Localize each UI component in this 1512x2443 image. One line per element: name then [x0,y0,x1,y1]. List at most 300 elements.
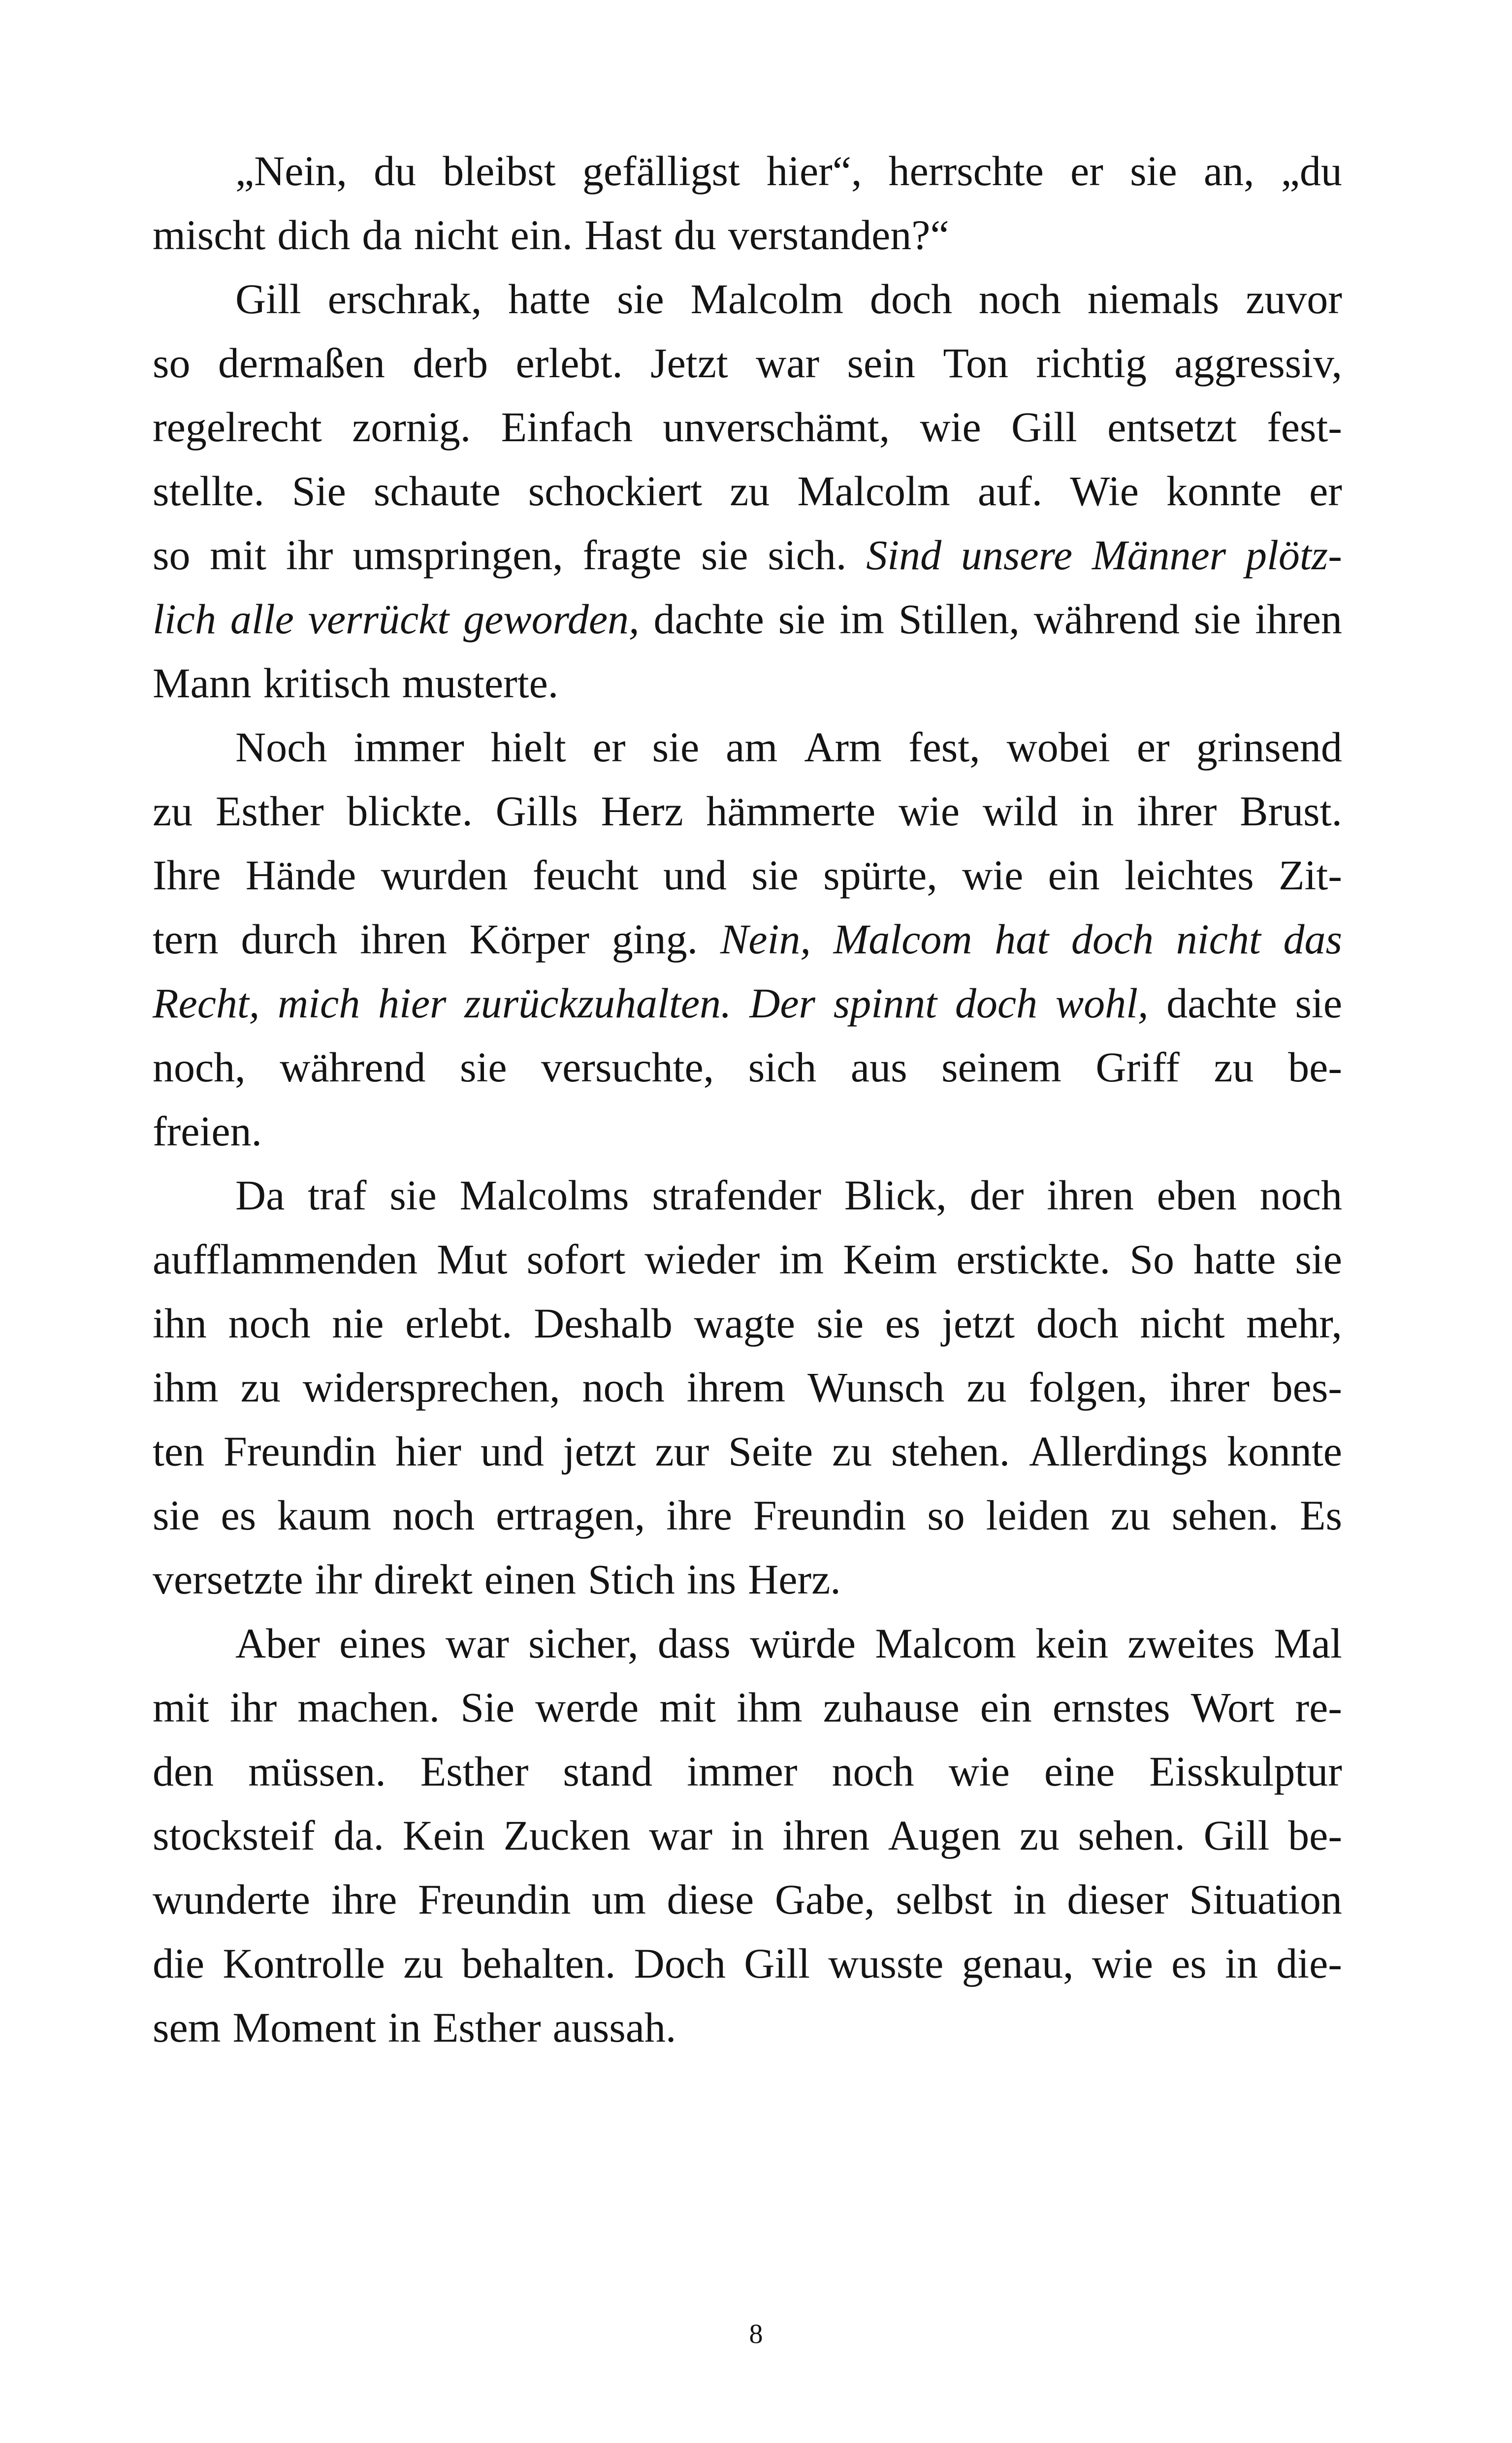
text-line [153,1163,1342,1227]
word: Blick, [844,1172,947,1219]
text-line [153,1995,1342,2059]
word: wild [982,787,1058,835]
italic-word: wohl, [1055,979,1149,1027]
word: sehen. [1171,1492,1279,1539]
word: wie [1092,1940,1153,1987]
word: ihren [782,1812,870,1859]
word: stand [563,1748,652,1795]
word: Augen [888,1812,1001,1859]
text-line [153,907,1342,971]
paragraph [153,139,1342,267]
text-line [153,139,1342,203]
word: Zucken [503,1812,631,1859]
text-line [153,843,1342,907]
word: Doch [634,1940,726,1987]
word: du [674,211,716,259]
italic-word: Männer [1092,531,1226,579]
text-line [153,331,1342,395]
word: Allerdings [1029,1428,1208,1475]
italic-word: Malcom [833,915,972,963]
word: folgen, [1029,1364,1148,1411]
text-line [153,523,1342,587]
word: Gill [1203,1812,1270,1859]
text-line [153,1099,1342,1163]
word: aufflammenden [153,1236,418,1283]
word: Ihre [153,851,221,899]
text-line [153,267,1342,331]
word: ernstes [1052,1684,1170,1731]
word: zur [655,1428,709,1475]
word: sie [751,851,799,899]
word: noch [832,1748,914,1795]
word: ins [686,1556,737,1603]
word: hier“, [767,147,862,195]
word: niemals [1087,275,1220,323]
word: Aber [235,1620,320,1667]
word: in [1225,1940,1258,1987]
paragraph [153,715,1342,1163]
word: Wie [1070,467,1139,515]
word: Esther [432,2004,541,2051]
word: hielt [490,723,566,771]
word: unverschämt, [663,403,890,451]
word: sehen. [1078,1812,1185,1859]
word: eines [339,1620,426,1667]
word: um [592,1876,646,1923]
word: sie [1130,147,1177,195]
word: in [1013,1876,1046,1923]
word: und [480,1428,544,1475]
italic-word: alle [230,595,294,643]
word: kritisch [263,659,390,707]
word: aggressiv, [1174,339,1342,387]
word: Es [1299,1492,1342,1539]
word: Gill [235,275,301,323]
italic-word: nicht [1176,915,1261,963]
word: sie [1295,979,1342,1027]
word: ihrer [1137,787,1217,835]
word: sie [701,531,748,579]
word: ein. [510,211,573,259]
word: die [153,1940,205,1987]
word: erstickte. [956,1236,1111,1283]
word: doch [1036,1300,1119,1347]
italic-word: Der [749,979,816,1027]
word: Mal [1274,1620,1342,1667]
word: genau, [962,1940,1074,1987]
word: zu [1110,1492,1151,1539]
italic-word: Nein, [720,915,811,963]
word: zuhause [823,1684,960,1731]
word: im [839,595,884,643]
word: sie [816,1300,864,1347]
word: aus [850,1043,907,1091]
italic-word: doch [955,979,1037,1027]
word: traf [308,1172,367,1219]
word: noch [392,1492,475,1539]
word: zu [1019,1812,1060,1859]
body-text [153,139,1342,2059]
word: diese [667,1876,754,1923]
word: Stillen, [898,595,1020,643]
word: war [756,339,820,387]
word: jetzt [563,1428,636,1475]
word: Freundin [418,1876,571,1923]
word: nie [332,1300,384,1347]
word: gefälligst [582,147,740,195]
word: blickte. [347,787,473,835]
word: machen. [297,1684,440,1731]
word: sie [617,275,664,323]
word: stellte. [153,467,264,515]
word: zu [730,467,770,515]
text-line [153,1931,1342,1995]
paragraph [153,1163,1342,1611]
text-line [153,459,1342,523]
word: hämmerte [706,787,876,835]
word: Jetzt [650,339,728,387]
word: zu [832,1428,872,1475]
word: musterte. [402,659,559,707]
word: sie [1193,595,1241,643]
word: grinsend [1196,723,1342,771]
italic-word: unsere [961,531,1073,579]
word: mit [210,531,266,579]
word: immer [686,1748,798,1795]
word: ihrer [1169,1364,1250,1411]
italic-word: mich [278,979,360,1027]
word: entsetzt [1107,403,1237,451]
word: ihrem [686,1364,786,1411]
word: Keim [843,1236,937,1283]
word: in [1081,787,1114,835]
word: Herz. [748,1556,841,1603]
word: zu [1214,1043,1254,1091]
word: Freundin [223,1428,377,1475]
word: konnte [1166,467,1282,515]
word: zu [153,787,193,835]
word: es [1171,1940,1207,1987]
word: dieser [1067,1876,1168,1923]
word: war [649,1812,713,1859]
italic-word: Sind [866,531,942,579]
word: Wort [1190,1684,1275,1731]
word: er [1309,467,1342,515]
word: Herz [601,787,683,835]
text-line [153,715,1342,779]
word: sie [1295,1236,1342,1283]
word: spürte, [823,851,937,899]
word: wobei [1006,723,1110,771]
word: mit [153,1684,209,1731]
word: ihre [331,1876,397,1923]
word: fragte [582,531,682,579]
text-line [153,1227,1342,1291]
text-line [153,1483,1342,1547]
word: jetzt [942,1300,1015,1347]
word: wieder [644,1236,760,1283]
text-line [153,1291,1342,1355]
word: Seite [728,1428,813,1475]
word: bleibst [443,147,556,195]
word: Moment [232,2004,376,2051]
text-line [153,651,1342,715]
word: Esther [215,787,324,835]
word: wusste [828,1940,944,1987]
word: Ton [943,339,1008,387]
italic-word: spinnt [833,979,937,1027]
word: Da [235,1172,285,1219]
word: verstanden?“ [728,211,949,259]
word: Arm [804,723,882,771]
word: eine [1044,1748,1115,1795]
word: stehen. [891,1428,1010,1475]
word: Gills [495,787,578,835]
word: zornig. [352,403,471,451]
word: so [153,531,191,579]
word: feucht [532,851,639,899]
word: Malcolm [690,275,843,323]
word: immer [354,723,464,771]
word: be- [1288,1043,1342,1091]
word: sie [389,1172,437,1219]
word: während [280,1043,426,1091]
text-line [153,203,1342,267]
word: aussah. [552,2004,676,2051]
word: behalten. [461,1940,616,1987]
text-line [153,971,1342,1035]
word: da. [333,1812,384,1859]
word: stocksteif [153,1812,315,1859]
word: be- [1288,1812,1342,1859]
word: versuchte, [541,1043,714,1091]
word: dachte [653,595,764,643]
word: Wunsch [807,1364,945,1411]
word: am [726,723,778,771]
italic-word: Recht, [153,979,260,1027]
word: sein [847,339,916,387]
text-line [153,1547,1342,1611]
word: mit [659,1684,716,1731]
word: noch [978,275,1061,323]
page-number: 8 [749,2319,763,2349]
paragraph [153,1611,1342,2059]
text-line [153,1739,1342,1803]
word: da [362,211,402,259]
paragraph [153,267,1342,715]
word: ihn [153,1300,207,1347]
word: hier [395,1428,461,1475]
word: müssen. [248,1748,386,1795]
word: du [374,147,417,195]
word: hatte [508,275,591,323]
word: re- [1295,1684,1342,1731]
word: Einfach [501,403,633,451]
word: mischt [153,211,266,259]
word: sem [153,2004,221,2051]
word: ihr [315,1556,362,1603]
word: dich [277,211,351,259]
word: Gill [1011,403,1077,451]
word: noch, [153,1043,246,1091]
word: er [1070,147,1103,195]
word: ten [153,1428,205,1475]
word: sie [459,1043,507,1091]
word: Brust. [1240,787,1342,835]
word: ein [1048,851,1100,899]
word: freien. [153,1107,262,1155]
word: noch [582,1364,665,1411]
italic-word: plötz- [1245,531,1342,579]
word: zu [403,1940,444,1987]
word: Körper [469,915,590,963]
word: Mut [437,1236,508,1283]
word: leiden [986,1492,1090,1539]
word: strafender [652,1172,822,1219]
word: widersprechen, [302,1364,560,1411]
word: war [446,1620,509,1667]
word: wie [898,787,960,835]
word: bes- [1271,1364,1342,1411]
text-line [153,395,1342,459]
word: kein [1035,1620,1109,1667]
word: mehr, [1246,1300,1342,1347]
word: fest, [908,723,980,771]
word: dachte [1166,979,1277,1027]
word: Sie [460,1684,515,1731]
word: selbst [896,1876,993,1923]
word: erlebt. [515,339,623,387]
word: er [1136,723,1170,771]
word: es [221,1492,257,1539]
word: richtig [1036,339,1147,387]
word: herrschte [888,147,1044,195]
word: Kein [402,1812,485,1859]
word: „Nein, [235,147,347,195]
text-line [153,1035,1342,1099]
word: ihren [1047,1172,1134,1219]
word: dermaßen [218,339,385,387]
word: Malcolm [797,467,950,515]
word: noch [1259,1172,1342,1219]
word: Esther [420,1748,529,1795]
word: noch [228,1300,311,1347]
word: ihr [229,1684,277,1731]
word: ertragen, [496,1492,645,1539]
italic-word: geworden, [463,595,640,643]
word: sie [778,595,826,643]
word: der [969,1172,1024,1219]
word: werde [535,1684,639,1731]
word: ihren [1255,595,1342,643]
word: sofort [526,1236,626,1283]
word: sie [652,723,700,771]
word: sich [748,1043,817,1091]
word: es [885,1300,921,1347]
word: Freundin [753,1492,906,1539]
text-line [153,1803,1342,1867]
word: Hast [584,211,662,259]
word: regelrecht [153,403,322,451]
word: nicht [414,211,499,259]
word: Malcolms [459,1172,629,1219]
word: ein [980,1684,1032,1731]
word: seinem [941,1043,1062,1091]
word: derb [413,339,488,387]
word: Kontrolle [223,1940,385,1987]
word: Stich [587,1556,675,1603]
word: Gabe, [774,1876,875,1923]
word: hatte [1193,1236,1276,1283]
word: zu [966,1364,1007,1411]
text-line [153,1355,1342,1419]
italic-word: zurückzuhalten. [464,979,732,1027]
word: wie [962,851,1024,899]
word: ihm [736,1684,803,1731]
word: in [731,1812,764,1859]
word: schaute [373,467,501,515]
word: wurden [381,851,508,899]
word: würde [750,1620,856,1667]
text-line [153,1675,1342,1739]
word: auf. [977,467,1043,515]
word: doch [869,275,952,323]
word: den [153,1748,214,1795]
word: kaum [277,1492,372,1539]
word: Deshalb [534,1300,673,1347]
italic-word: lich [153,595,216,643]
word: ging. [611,915,698,963]
word: sie [153,1492,200,1539]
word: während [1033,595,1180,643]
word: wagte [694,1300,795,1347]
word: Sie [291,467,346,515]
word: sich. [768,531,847,579]
italic-word: verrückt [308,595,450,643]
italic-word: hat [995,915,1049,963]
word: „du [1281,147,1342,195]
word: umspringen, [353,531,563,579]
word: fest- [1267,403,1342,451]
word: erschrak, [327,275,482,323]
word: wie [948,1748,1010,1795]
word: ihren [360,915,447,963]
word: So [1129,1236,1175,1283]
word: wunderte [153,1876,310,1923]
word: im [779,1236,824,1283]
word: versetzte [153,1556,303,1603]
word: sicher, [528,1620,639,1667]
word: Gill [744,1940,810,1987]
word: er [592,723,626,771]
word: Situation [1189,1876,1342,1923]
word: Zit- [1278,851,1342,899]
word: durch [241,915,338,963]
word: direkt [374,1556,473,1603]
italic-word: hier [378,979,447,1027]
word: zu [240,1364,281,1411]
word: wie [920,403,981,451]
word: so [153,339,191,387]
word: zweites [1127,1620,1255,1667]
word: leichtes [1124,851,1254,899]
word: einen [484,1556,576,1603]
word: Noch [235,723,327,771]
text-line [153,587,1342,651]
word: Griff [1095,1043,1180,1091]
text-line [153,1419,1342,1483]
text-line [153,1867,1342,1931]
